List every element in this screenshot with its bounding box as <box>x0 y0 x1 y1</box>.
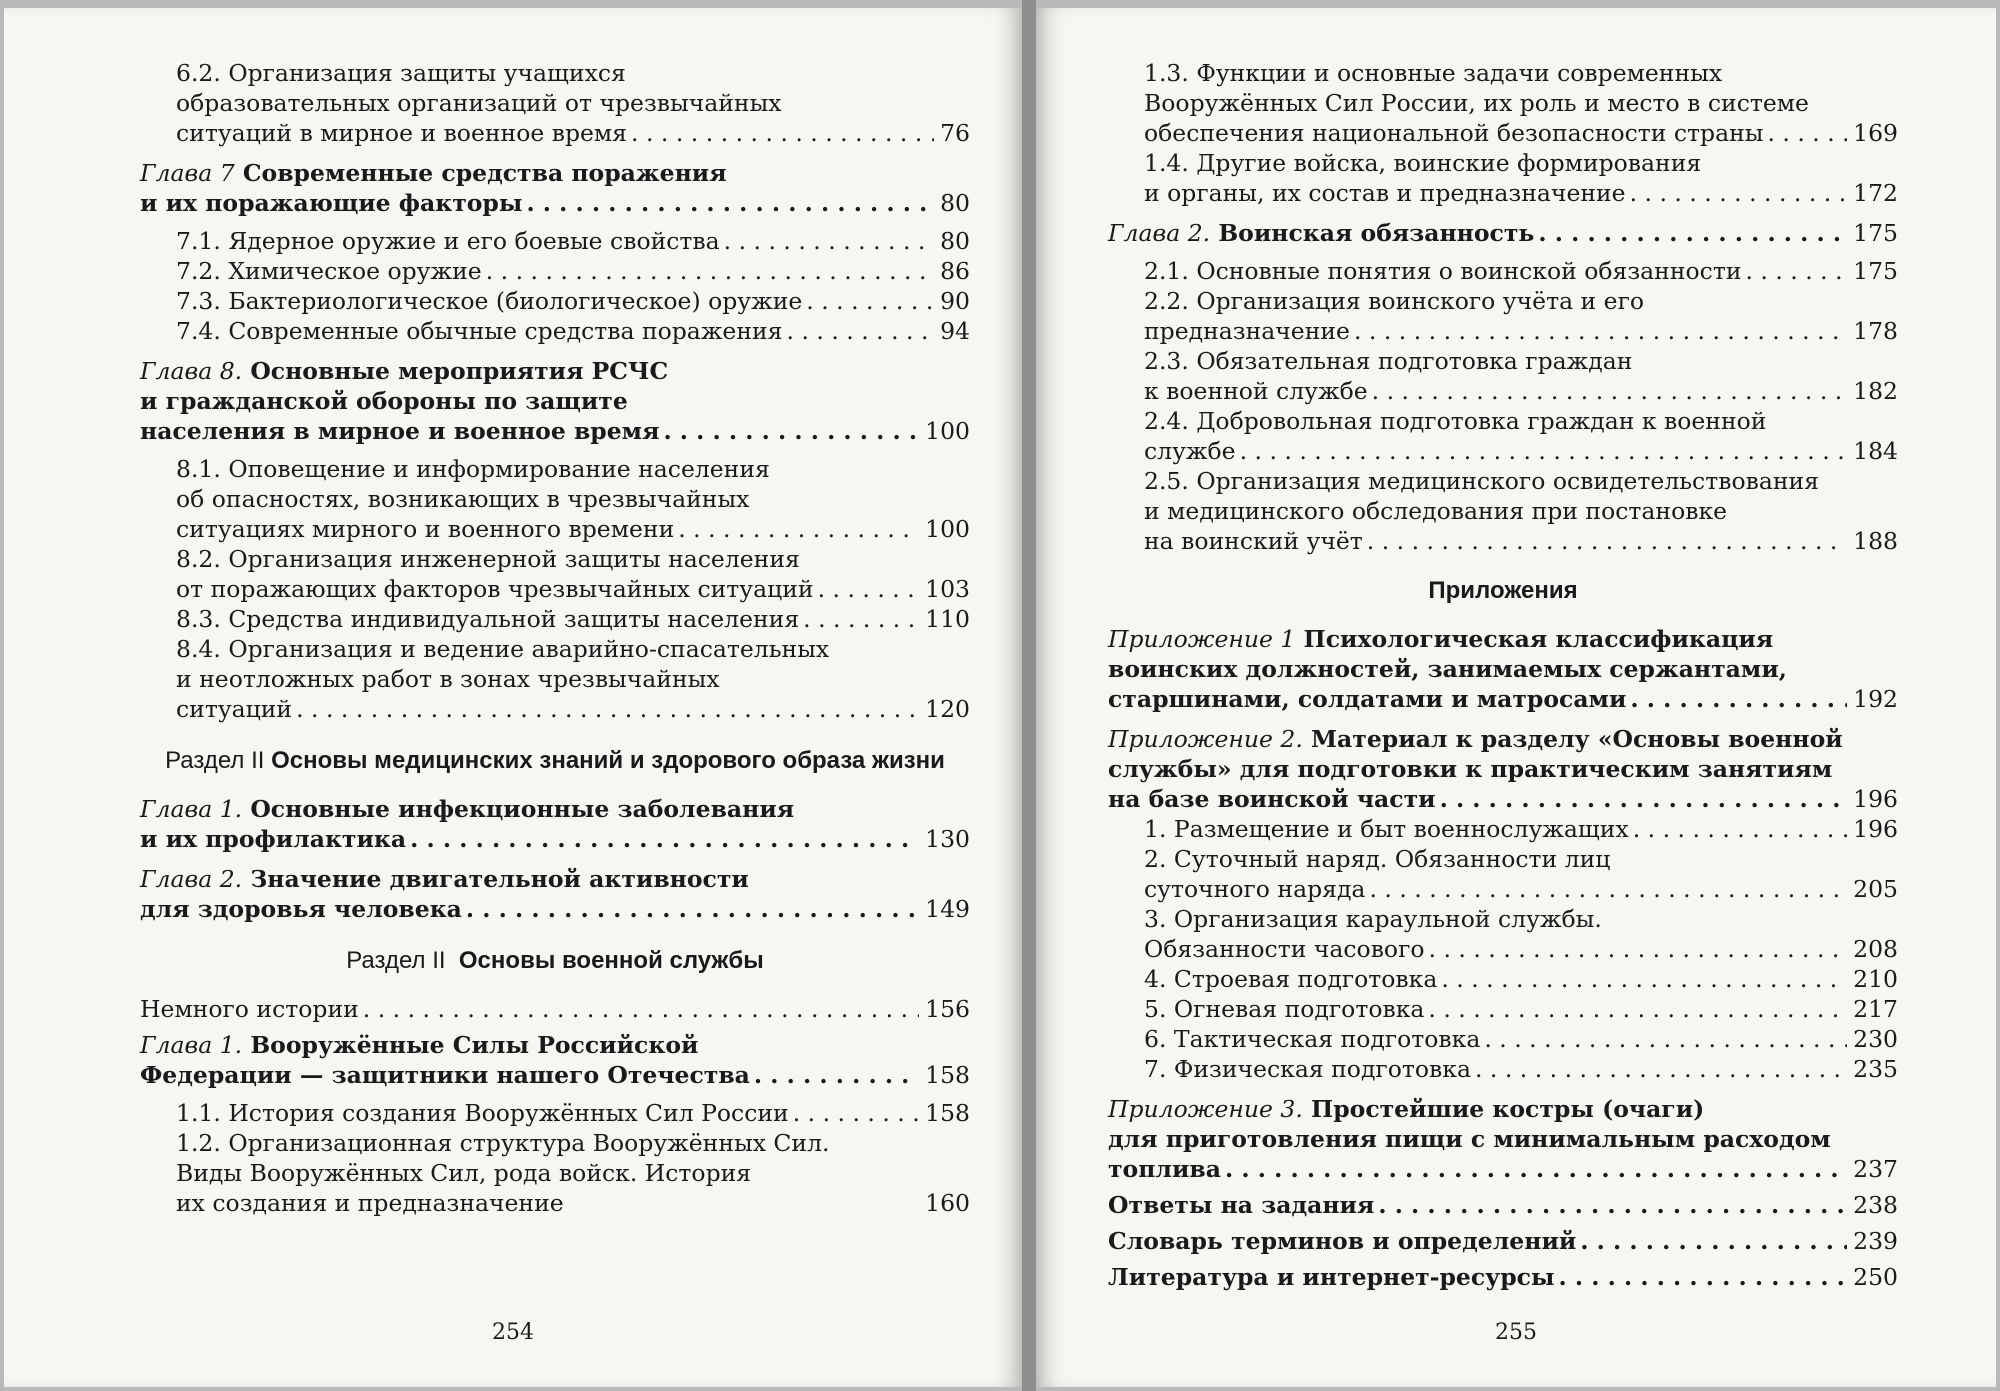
page-ref: 196 <box>1853 815 1898 843</box>
page-ref: 156 <box>925 995 970 1023</box>
toc-right-column <box>1108 58 1898 1292</box>
page-ref: 208 <box>1853 935 1898 963</box>
page-ref: 188 <box>1853 527 1898 555</box>
page-ref: 235 <box>1853 1055 1898 1083</box>
left-page <box>4 8 1022 1387</box>
page-ref: 80 <box>940 189 970 217</box>
page-ref: 217 <box>1853 995 1898 1023</box>
page-number: 255 <box>1495 1320 1537 1345</box>
toc-entry-8-1[interactable]: 8.1. Оповещение и информирование населения об опасностях, возникающих в чрезвычайных ситуациях мирного и военного времени . . . 100 <box>140 454 970 544</box>
page-ref: 184 <box>1853 437 1898 465</box>
page-ref: 149 <box>925 895 970 923</box>
toc-entry-7-4[interactable]: 7.4. Современные обычные средства поражения . . . 94 <box>140 316 970 346</box>
page-ref: 160 <box>925 1189 970 1217</box>
toc-entry-8-4[interactable]: 8.4. Организация и ведение аварийно-спасательных и неотложных работ в зонах чрезвычайных ситуаций . . . 120 <box>140 634 970 724</box>
page-ref: 250 <box>1853 1263 1898 1291</box>
page-ref: 230 <box>1853 1025 1898 1053</box>
toc-appendix-2[interactable]: Приложение 2. Материал к разделу «Основы военной службы» для подготовки к практическим занятиям на базе воинской части . . . 196 <box>1108 724 1898 814</box>
page-ref: 100 <box>925 417 970 445</box>
page-ref: 86 <box>940 257 970 285</box>
page-ref: 239 <box>1853 1227 1898 1255</box>
appendices-heading: Приложения <box>1428 577 1578 604</box>
page-ref: 210 <box>1853 965 1898 993</box>
right-page <box>1036 8 1996 1387</box>
toc-entry-1-1[interactable]: 1.1. История создания Вооружённых Сил России . . . 158 <box>140 1098 970 1128</box>
toc-appendix-item-3[interactable]: 3. Организация караульной службы. Обязанности часового . . . 208 <box>1108 904 1898 964</box>
toc-entry-1-4[interactable]: 1.4. Другие войска, воинские формирования и органы, их состав и предназначение . . . 172 <box>1108 148 1898 208</box>
toc-entry-6-2[interactable]: 6.2. Организация защиты учащихся образовательных организаций от чрезвычайных ситуаций в мирное и военное время . . . 76 <box>140 58 970 148</box>
toc-entry-7-3[interactable]: 7.3. Бактериологическое (биологическое) оружие . . . 90 <box>140 286 970 316</box>
page-ref: 175 <box>1853 257 1898 285</box>
page-ref: 192 <box>1853 685 1898 713</box>
toc-entry-7-1[interactable]: 7.1. Ядерное оружие и его боевые свойства . . . 80 <box>140 226 970 256</box>
toc-entry-2-1[interactable]: 2.1. Основные понятия о воинской обязанности . . . 175 <box>1108 256 1898 286</box>
page-ref: 196 <box>1853 785 1898 813</box>
page-ref: 178 <box>1853 317 1898 345</box>
toc-entry-1-2[interactable]: 1.2. Организационная структура Вооружённых Сил. Виды Вооружённых Сил, рода войск. История их создания и предназначение 160 <box>176 1129 970 1217</box>
toc-chapter-7[interactable]: Глава 7 Современные средства поражения и их поражающие факторы . . . 80 <box>140 158 970 218</box>
page-ref: 238 <box>1853 1191 1898 1219</box>
page-ref: 175 <box>1853 219 1898 247</box>
page-ref: 100 <box>925 515 970 543</box>
page-ref: 172 <box>1853 179 1898 207</box>
toc-chapter-8[interactable]: Глава 8. Основные мероприятия РСЧС и гражданской обороны по защите населения в мирное и военное время . . . 100 <box>140 356 970 446</box>
toc-entry-8-3[interactable]: 8.3. Средства индивидуальной защиты населения . . . 110 <box>140 604 970 634</box>
toc-appendix-3[interactable]: Приложение 3. Простейшие костры (очаги) для приготовления пищи с минимальным расходом топлива . . . 237 <box>1108 1094 1898 1184</box>
toc-appendix-item-2[interactable]: 2. Суточный наряд. Обязанности лиц суточного наряда . . . 205 <box>1108 844 1898 904</box>
page-ref: 120 <box>925 695 970 723</box>
toc-entry-2-2[interactable]: 2.2. Организация воинского учёта и его предназначение . . . 178 <box>1108 286 1898 346</box>
toc-chapter-2-duty[interactable]: Глава 2. Воинская обязанность . . . 175 <box>1108 218 1898 248</box>
section-heading-military: Раздел II Основы военной службы <box>346 947 764 974</box>
toc-entry-2-4[interactable]: 2.4. Добровольная подготовка граждан к военной службе . . . 184 <box>1108 406 1898 466</box>
toc-glossary[interactable]: Словарь терминов и определений . . . 239 <box>1108 1226 1898 1256</box>
page-ref: 80 <box>940 227 970 255</box>
page-ref: 130 <box>925 825 970 853</box>
toc-entry-2-5[interactable]: 2.5. Организация медицинского освидетельствования и медицинского обследования при постановке на воинский учёт . . . 188 <box>1108 466 1898 556</box>
page-ref: 94 <box>940 317 970 345</box>
page-ref: 205 <box>1853 875 1898 903</box>
toc-appendix-item-7[interactable]: 7. Физическая подготовка . . . 235 <box>1108 1054 1898 1084</box>
page-ref: 158 <box>925 1061 970 1089</box>
toc-appendix-item-1[interactable]: 1. Размещение и быт военнослужащих . . . 196 <box>1108 814 1898 844</box>
page-ref: 90 <box>940 287 970 315</box>
toc-entry-7-2[interactable]: 7.2. Химическое оружие . . . 86 <box>140 256 970 286</box>
page-ref: 182 <box>1853 377 1898 405</box>
page-ref: 158 <box>925 1099 970 1127</box>
page-ref: 237 <box>1853 1155 1898 1183</box>
toc-appendix-item-5[interactable]: 5. Огневая подготовка . . . 217 <box>1108 994 1898 1024</box>
section-heading-medical: Раздел II Основы медицинских знаний и здорового образа жизни <box>165 747 945 774</box>
toc-left-column <box>140 58 970 1218</box>
book-gutter <box>1022 0 1036 1391</box>
toc-chapter-2-activity[interactable]: Глава 2. Значение двигательной активности для здоровья человека . . . 149 <box>140 864 970 924</box>
page-ref: 103 <box>925 575 970 603</box>
toc-chapter-1-infections[interactable]: Глава 1. Основные инфекционные заболевания и их профилактика . . . 130 <box>140 794 970 854</box>
toc-chapter-1-armed-forces[interactable]: Глава 1. Вооружённые Силы Российской Федерации — защитники нашего Отечества . . . 158 <box>140 1030 970 1090</box>
page-ref: 169 <box>1853 119 1898 147</box>
toc-entry-8-2[interactable]: 8.2. Организация инженерной защиты населения от поражающих факторов чрезвычайных ситуаций . . . 103 <box>140 544 970 604</box>
toc-appendix-item-6[interactable]: 6. Тактическая подготовка . . . 230 <box>1108 1024 1898 1054</box>
toc-entry-1-3[interactable]: 1.3. Функции и основные задачи современных Вооружённых Сил России, их роль и место в системе обеспечения национальной безопасности страны . . . 169 <box>1108 58 1898 148</box>
toc-literature[interactable]: Литература и интернет-ресурсы . . . 250 <box>1108 1262 1898 1292</box>
page-number: 254 <box>492 1320 534 1345</box>
page-ref: 76 <box>940 119 970 147</box>
toc-answers[interactable]: Ответы на задания . . . 238 <box>1108 1190 1898 1220</box>
toc-entry-2-3[interactable]: 2.3. Обязательная подготовка граждан к военной службе . . . 182 <box>1108 346 1898 406</box>
toc-entry-history[interactable]: Немного истории . . . 156 <box>140 994 970 1024</box>
page-ref: 110 <box>925 605 970 633</box>
toc-appendix-1[interactable]: Приложение 1 Психологическая классификация воинских должностей, занимаемых сержантами, старшинами, солдатами и матросами . . . 192 <box>1108 624 1898 714</box>
toc-appendix-item-4[interactable]: 4. Строевая подготовка . . . 210 <box>1108 964 1898 994</box>
